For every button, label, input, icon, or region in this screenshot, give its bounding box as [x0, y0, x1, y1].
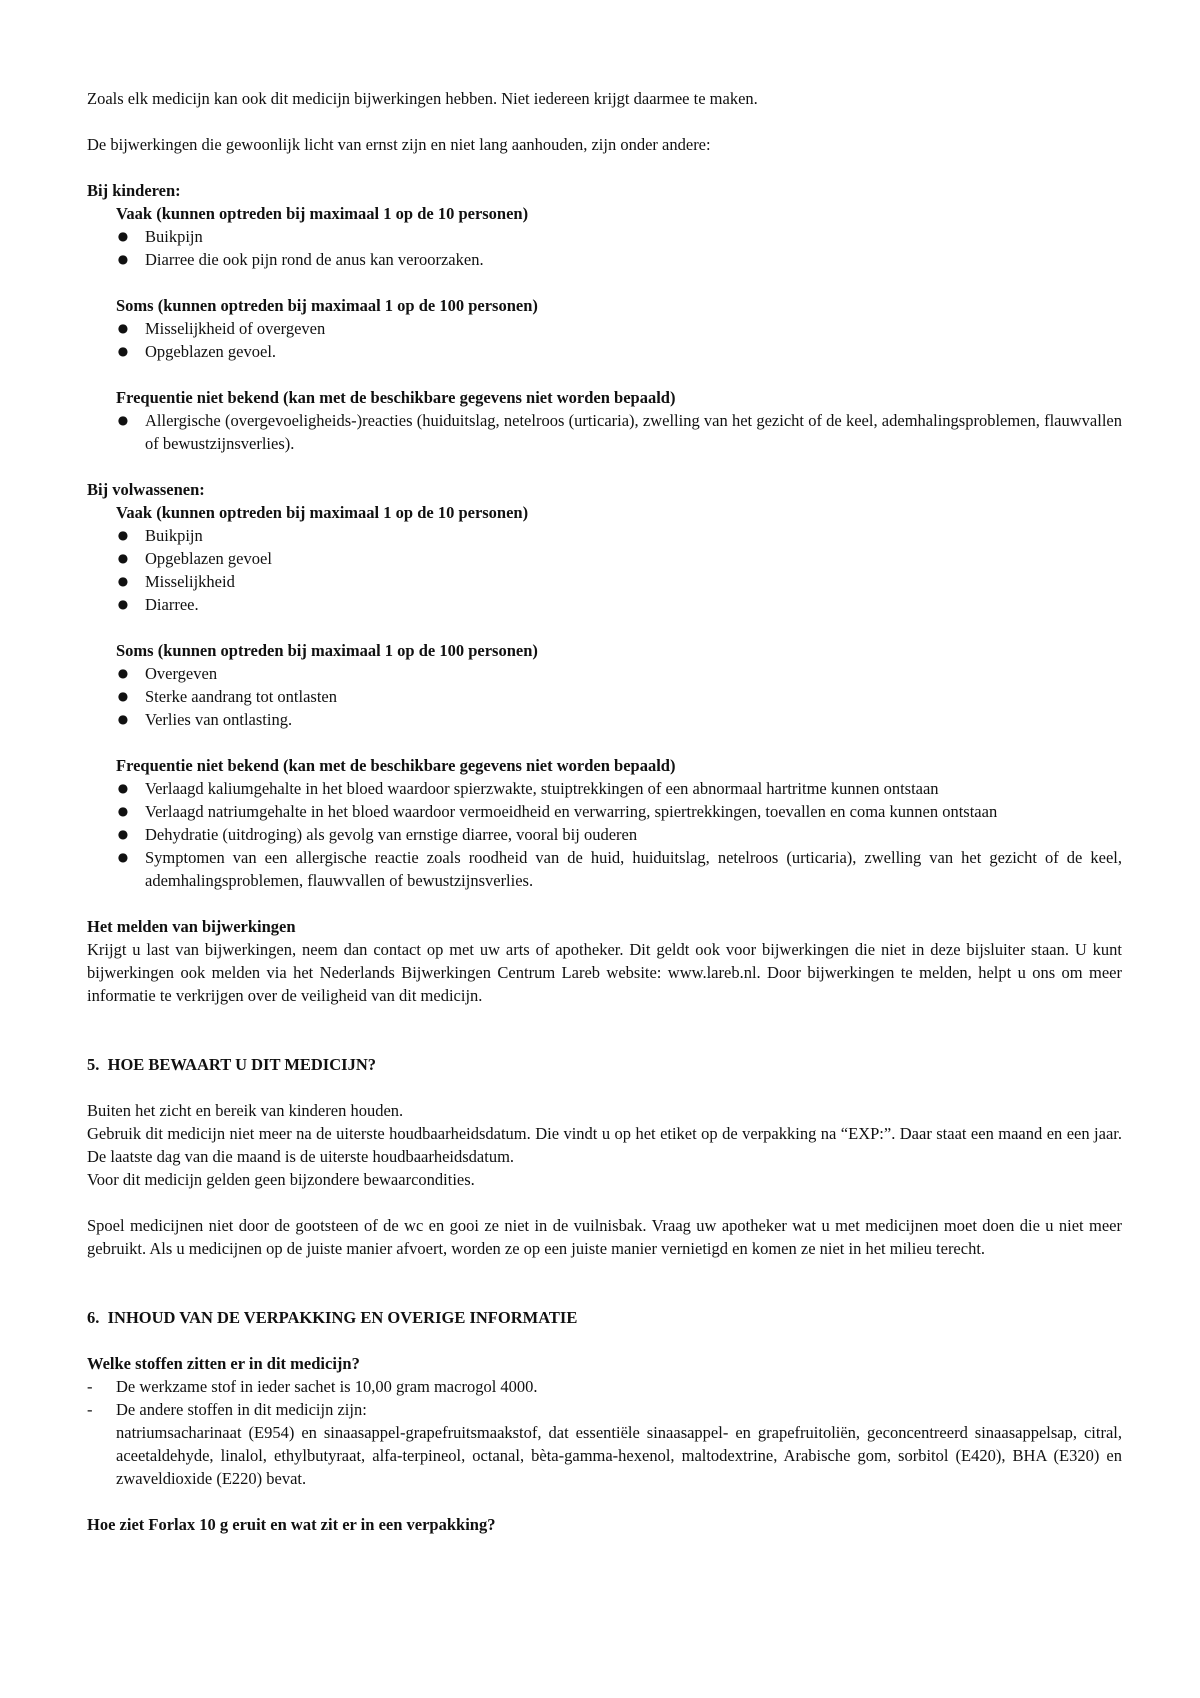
bullet-icon: ●	[117, 689, 129, 703]
adults-unknown-list	[87, 777, 1122, 892]
bullet-icon: ●	[117, 574, 129, 588]
adults-frequency-uncommon: Soms (kunnen optreden bij maximaal 1 op de 100 personen)	[116, 641, 538, 660]
adults-common-list	[87, 524, 1122, 616]
disposal-text: Spoel medicijnen niet door de gootsteen of de wc en gooi ze niet in de vuilnisbak. Vraag uw apotheker wat u met medicijnen moet doen die u niet meer gebruikt. Als u medicijnen op de juiste manier afvoert, worden ze op een juiste manier vernietigd en komen ze niet in het milieu terecht.	[87, 1216, 1122, 1258]
bullet-icon: ●	[117, 827, 129, 841]
appearance-heading: Hoe ziet Forlax 10 g eruit en wat zit er in een verpakking?	[87, 1515, 496, 1534]
bullet-icon: ●	[117, 321, 129, 335]
list-item: ● Misselijkheid	[117, 572, 235, 591]
children-frequency-unknown: Frequentie niet bekend (kan met de beschikbare gegevens niet worden bepaald)	[116, 388, 676, 407]
storage-line: Voor dit medicijn gelden geen bijzondere bewaarcondities.	[87, 1170, 475, 1189]
adults-uncommon-list	[87, 662, 1122, 731]
list-item: ● Opgeblazen gevoel.	[117, 342, 277, 361]
bullet-icon: ●	[117, 666, 129, 680]
bullet-icon: ●	[117, 252, 129, 266]
bullet-icon: ●	[117, 229, 129, 243]
adults-section	[87, 478, 1122, 892]
list-item: - De andere stoffen in dit medicijn zijn: natriumsacharinaat (E954) en sinaasappel-grapefruitsmaakstof, dat essentiële sinaasappel- en grapefruitoliën, geconcentreerd sinaasappelsap, citral, aceetaldehyde, linalol, ethylbutyraat, alfa-terpineol, octanal, bèta-gamma-hexenol, maltodextrine, Arabische gom, sorbitol (E420), BHA (E320) en zwaveldioxide (E220) bevat.	[87, 1400, 1122, 1488]
list-item: ● Sterke aandrang tot ontlasten	[117, 687, 337, 706]
reporting-text: Krijgt u last van bijwerkingen, neem dan contact op met uw arts of apotheker. Dit geldt ook voor bijwerkingen die niet in deze bijsluiter staan. U kunt bijwerkingen ook melden via het Nederlands Bijwerkingen Centrum Lareb website: www.lareb.nl. Door bijwerkingen te melden, helpt u ons om meer informatie te verkrijgen over de veiligheid van dit medicijn.	[87, 940, 1122, 1005]
intro-paragraph-1: Zoals elk medicijn kan ook dit medicijn bijwerkingen hebben. Niet iedereen krijgt daarmee te maken.	[87, 89, 758, 108]
list-item: ● Verlies van ontlasting.	[117, 710, 293, 729]
list-item: ● Diarree.	[117, 595, 199, 614]
bullet-icon: ●	[117, 413, 129, 427]
list-item: - De werkzame stof in ieder sachet is 10,00 gram macrogol 4000.	[87, 1377, 538, 1396]
list-item: ● Verlaagd kaliumgehalte in het bloed waardoor spierzwakte, stuiptrekkingen of een abnormaal hartritme kunnen ontstaan	[117, 779, 939, 798]
substances-list	[87, 1375, 1122, 1490]
children-section	[87, 179, 1122, 455]
list-item: ● Allergische (overgevoeligheids-)reacties (huiduitslag, netelroos (urticaria), zwelling van het gezicht of de keel, ademhalingsproblemen, flauwvallen of bewustzijnsverlies).	[117, 411, 1122, 453]
intro-paragraph-2: De bijwerkingen die gewoonlijk licht van ernst zijn en niet lang aanhouden, zijn onder andere:	[87, 135, 711, 154]
children-unknown-list	[87, 409, 1122, 455]
list-item: ● Buikpijn	[117, 526, 203, 545]
bullet-icon: ●	[117, 804, 129, 818]
bullet-icon: ●	[117, 551, 129, 565]
list-item: ● Dehydratie (uitdroging) als gevolg van ernstige diarree, vooral bij ouderen	[117, 825, 638, 844]
list-item: ● Opgeblazen gevoel	[117, 549, 272, 568]
contents-section	[87, 1306, 1122, 1536]
leaflet-page	[87, 87, 1122, 1536]
substances-heading: Welke stoffen zitten er in dit medicijn?	[87, 1354, 360, 1373]
reporting-section	[87, 915, 1122, 1007]
list-item: ● Misselijkheid of overgeven	[117, 319, 326, 338]
children-frequency-common: Vaak (kunnen optreden bij maximaal 1 op de 10 personen)	[116, 204, 529, 223]
section-5-heading: 5. HOE BEWAART U DIT MEDICIJN?	[87, 1055, 376, 1074]
children-common-list	[87, 225, 1122, 271]
bullet-icon: ●	[117, 344, 129, 358]
adults-frequency-unknown: Frequentie niet bekend (kan met de beschikbare gegevens niet worden bepaald)	[116, 756, 676, 775]
bullet-icon: ●	[117, 850, 129, 864]
bullet-icon: ●	[117, 781, 129, 795]
children-heading: Bij kinderen:	[87, 181, 181, 200]
storage-section	[87, 1053, 1122, 1260]
list-item: ● Verlaagd natriumgehalte in het bloed waardoor vermoeidheid en verwarring, spiertrekkingen, toevallen en coma kunnen ontstaan	[117, 802, 998, 821]
children-frequency-uncommon: Soms (kunnen optreden bij maximaal 1 op de 100 personen)	[116, 296, 538, 315]
list-item: ● Buikpijn	[117, 227, 203, 246]
list-item: ● Diarree die ook pijn rond de anus kan veroorzaken.	[117, 250, 484, 269]
excipients-text: natriumsacharinaat (E954) en sinaasappel-grapefruitsmaakstof, dat essentiële sinaasappel- en grapefruitoliën, geconcentreerd sinaasappelsap, citral, aceetaldehyde, linalol, ethylbutyraat, alfa-terpineol, octanal, bèta-gamma-hexenol, maltodextrine, Arabische gom, sorbitol (E420), BHA (E320) en zwaveldioxide (E220) bevat.	[116, 1423, 1122, 1488]
bullet-icon: ●	[117, 597, 129, 611]
children-uncommon-list	[87, 317, 1122, 363]
storage-line: Buiten het zicht en bereik van kinderen houden.	[87, 1101, 404, 1120]
reporting-heading: Het melden van bijwerkingen	[87, 917, 296, 936]
adults-frequency-common: Vaak (kunnen optreden bij maximaal 1 op de 10 personen)	[116, 503, 529, 522]
storage-line: Gebruik dit medicijn niet meer na de uiterste houdbaarheidsdatum. Die vindt u op het etiket op de verpakking na “EXP:”. Daar staat een maand en een jaar. De laatste dag van die maand is de uiterste houdbaarheidsdatum.	[87, 1124, 1122, 1166]
bullet-icon: ●	[117, 528, 129, 542]
bullet-icon: ●	[117, 712, 129, 726]
section-6-heading: 6. INHOUD VAN DE VERPAKKING EN OVERIGE INFORMATIE	[87, 1308, 578, 1327]
adults-heading: Bij volwassenen:	[87, 480, 205, 499]
list-item: ● Overgeven	[117, 664, 218, 683]
list-item: ● Symptomen van een allergische reactie zoals roodheid van de huid, huiduitslag, netelroos (urticaria), zwelling van het gezicht of de keel, ademhalingsproblemen, flauwvallen of bewustzijnsverlies.	[117, 848, 1122, 890]
